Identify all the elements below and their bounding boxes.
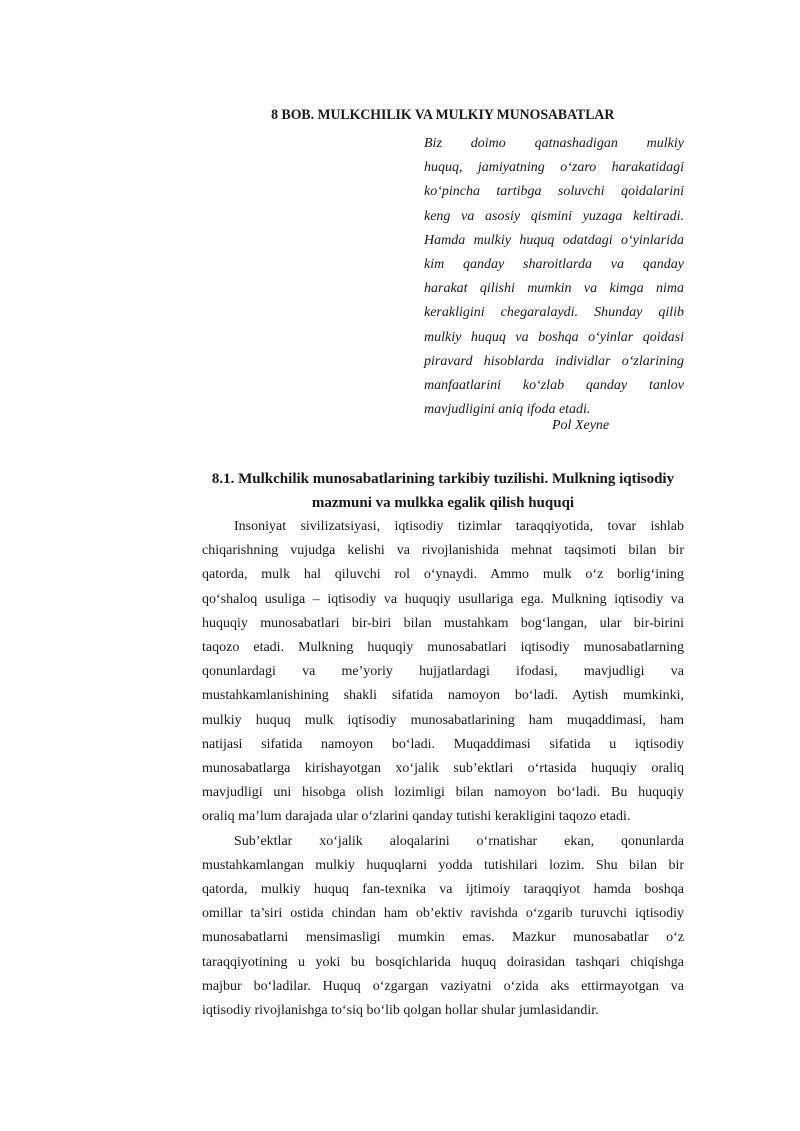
epigraph-line: Hamda mulkiy huquq odatdagi o‘yinlarida bbox=[424, 232, 684, 248]
body-text bbox=[202, 515, 684, 1023]
paragraph-line: mavjudligi uni hisobga olish lozimligi bilan namoyon bo‘ladi. Bu huquqiy bbox=[202, 785, 684, 801]
paragraph-line: Insoniyat sivilizatsiyasi, iqtisodiy tizimlar taraqqiyotida, tovar ishlab bbox=[234, 519, 684, 534]
epigraph-line: manfaatlarini ko‘zlab qanday tanlov bbox=[424, 378, 684, 394]
paragraph-line: chiqarishning vujudga kelishi va rivojlanishida mehnat taqsimoti bilan bir bbox=[202, 543, 684, 559]
epigraph-line: piravard hisoblarda individlar o‘zlarining bbox=[424, 353, 684, 369]
paragraph bbox=[202, 515, 684, 830]
epigraph-author: Pol Xeyne bbox=[552, 418, 610, 433]
paragraph bbox=[202, 830, 684, 1024]
paragraph-line: oraliq ma’lum darajada ular o‘zlarini qanday tutishi kerakligini taqozo etadi. bbox=[202, 809, 631, 825]
epigraph-line: kerakligini chegaralaydi. Shunday qilib bbox=[424, 305, 684, 321]
paragraph-line: qatorda, mulk hal qiluvchi rol o‘ynaydi. Ammo mulk o‘z borlig‘ining bbox=[202, 567, 684, 583]
paragraph-line: munosabatlarni mensimasligi mumkin emas. Mazkur munosabatlar o‘z bbox=[202, 930, 684, 946]
epigraph-line: Biz doimo qatnashadigan mulkiy bbox=[424, 136, 684, 151]
paragraph-line: majbur bo‘ladilar. Huquq o‘zgargan vaziyatni o‘zida aks ettirmayotgan va bbox=[202, 978, 684, 994]
epigraph-line: huquq, jamiyatning o‘zaro harakatidagi bbox=[424, 160, 684, 176]
section-title bbox=[202, 468, 684, 515]
paragraph-line: qonunlardagi va me’yoriy hujjatlardagi ifodasi, mavjudligi va bbox=[202, 664, 684, 680]
paragraph-line: qo‘shaloq usuliga – iqtisodiy va huquqiy usullariga ega. Mulkning iqtisodiy va bbox=[202, 591, 684, 607]
paragraph-line: Sub’ektlar xo‘jalik aloqalarini o‘rnatishar ekan, qonunlarda bbox=[234, 833, 684, 849]
paragraph-line: taraqqiyotining u yoki bu bosqichlarida huquq doirasidan tashqari chiqishga bbox=[202, 954, 684, 970]
section-title-line: 8.1. Mulkchilik munosabatlarining tarkibiy tuzilishi. Mulkning iqtisodiy bbox=[211, 471, 675, 487]
epigraph-line: mulkiy huquq va boshqa o‘yinlar qoidasi bbox=[424, 329, 684, 345]
paragraph-line: munosabatlarga kirishayotgan xo‘jalik sub’ektlari o‘rtasida huquqiy oraliq bbox=[202, 761, 684, 777]
section-title-line: mazmuni va mulkka egalik qilish huquqi bbox=[311, 494, 575, 511]
paragraph-line: mustahkamlanishining shakli sifatida namoyon bo‘ladi. Aytish mumkinki, bbox=[202, 688, 684, 704]
chapter-title: 8 BOB. MULKCHILIK VA MULKIY MUNOSABATLAR bbox=[271, 107, 615, 123]
paragraph-line: qatorda, mulkiy huquq fan-texnika va ijtimoiy taraqqiyot hamda boshqa bbox=[202, 882, 684, 898]
epigraph-line: ko‘pincha tartibga soluvchi qoidalarini bbox=[424, 184, 684, 200]
epigraph-line: keng va asosiy qismini yuzaga keltiradi. bbox=[424, 208, 684, 224]
paragraph-line: iqtisodiy rivojlanishga to‘siq bo‘lib qolgan hollar shular jumlasidandir. bbox=[202, 1003, 599, 1019]
paragraph-line: omillar ta’siri ostida chindan ham ob’ektiv ravishda o‘zgarib turuvchi iqtisodiy bbox=[202, 906, 684, 922]
paragraph-line: natijasi sifatida namoyon bo‘ladi. Muqaddimasi sifatida u iqtisodiy bbox=[202, 736, 684, 752]
paragraph-line: taqozo etadi. Mulkning huquqiy munosabatlari iqtisodiy munosabatlarning bbox=[202, 640, 684, 656]
paragraph-line: mulkiy huquq mulk iqtisodiy munosabatlarining ham muqaddimasi, ham bbox=[202, 712, 684, 728]
epigraph-line: harakat qilishi mumkin va kimga nima bbox=[424, 281, 684, 297]
epigraph bbox=[424, 132, 684, 422]
epigraph-line: mavjudligini aniq ifoda etadi. bbox=[424, 402, 591, 418]
paragraph-line: huquqiy munosabatlari bir-biri bilan mustahkam bog‘langan, ular bir-birini bbox=[202, 615, 684, 631]
paragraph-line: mustahkamlangan mulkiy huquqlarni yodda tutishilari lozim. Shu bilan bir bbox=[202, 857, 684, 873]
epigraph-line: kim qanday sharoitlarda va qanday bbox=[424, 257, 684, 273]
